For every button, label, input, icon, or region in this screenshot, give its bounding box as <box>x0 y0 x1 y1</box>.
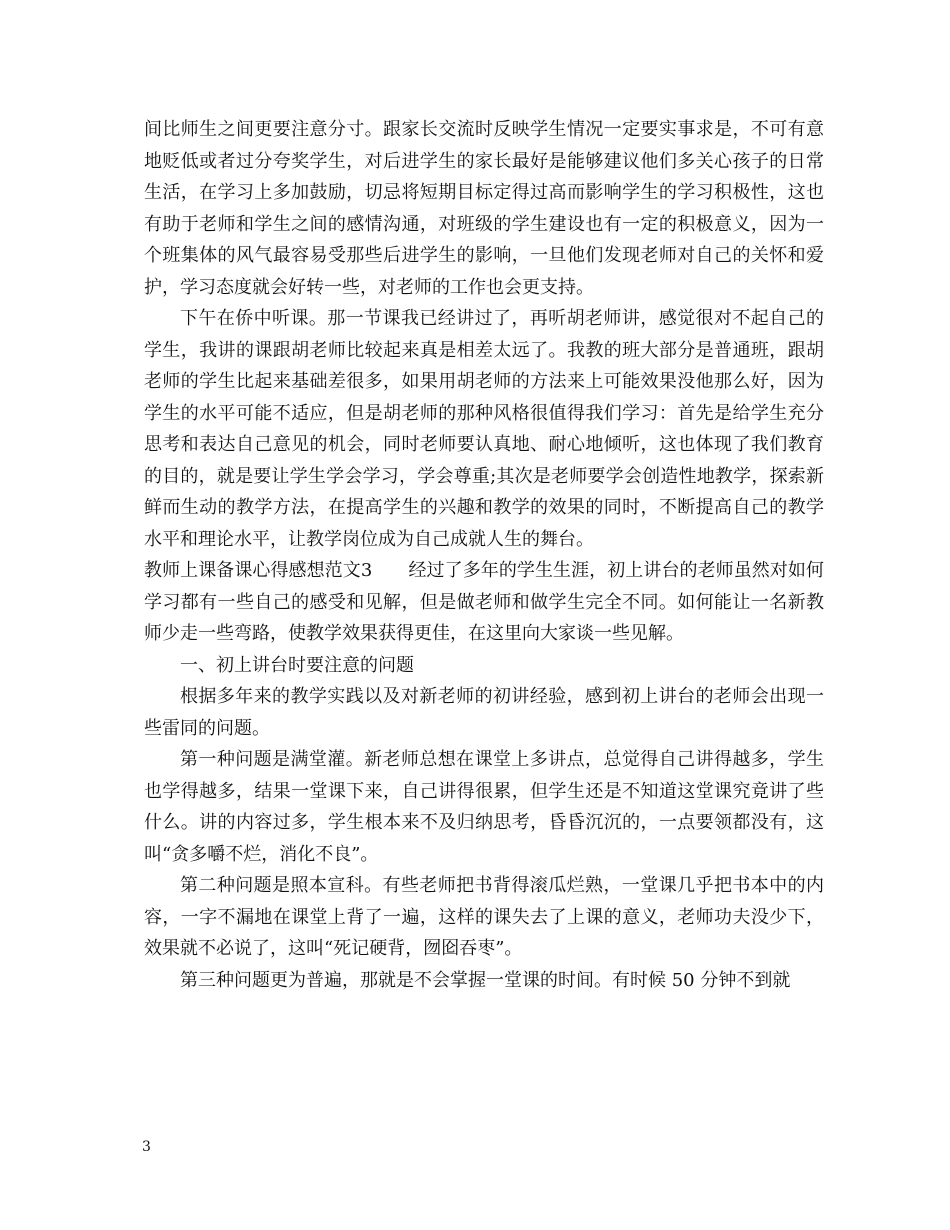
page-number: 3 <box>142 1139 151 1155</box>
paragraph-lecture-observation: 下午在侨中听课。那一节课我已经讲过了，再听胡老师讲，感觉很对不起自己的学生，我讲的课跟胡老师比较起来真是相差太远了。我教的班大部分是普通班，跟胡老师的学生比起来基础差很多，如果用胡老师的方法来上可能效果没他那么好，因为学生的水平可能不适应，但是胡老师的那种风格很值得我们学习：首先是给学生充分思考和表达自己意见的机会，同时老师要认真地、耐心地倾听，这也体现了我们教育的目的，就是要让学生学会学习，学会尊重;其次是老师要学会创造性地教学，探索新鲜而生动的教学方法，在提高学生的兴趣和教学的效果的同时，不断提高自己的教学水平和理论水平，让教学岗位成为自己成就人生的舞台。 <box>144 308 824 550</box>
paragraph-essay-3-intro: 教师上课备课心得感想范文3 经过了多年的学生生涯，初上讲台的老师虽然对如何学习都有一些自己的感受和见解，但是做老师和做学生完全不同。如何能让一名新教师少走一些弯路，使教学效果获得更佳，在这里向大家谈一些见解。 <box>144 560 824 644</box>
document-body <box>144 114 824 996</box>
paragraph-issue-three: 第三种问题更为普遍，那就是不会掌握一堂课的时间。有时候 50 分钟不到就 <box>180 969 791 991</box>
paragraph-continuation: 间比师生之间更要注意分寸。跟家长交流时反映学生情况一定要实事求是，不可有意地贬低或者过分夸奖学生，对后进学生的家长最好是能够建议他们多关心孩子的日常生活，在学习上多加鼓励，切忌将短期目标定得过高而影响学生的学习积极性，这也有助于老师和学生之间的感情沟通，对班级的学生建设也有一定的积极意义，因为一个班集体的风气最容易受那些后进学生的影响，一旦他们发现老师对自己的关怀和爱护，学习态度就会好转一些，对老师的工作也会更支持。 <box>144 119 824 298</box>
paragraph-issue-one: 第一种问题是满堂灌。新老师总想在课堂上多讲点，总觉得自己讲得越多，学生也学得越多，结果一堂课下来，自己讲得很累，但学生还是不知道这堂课究竟讲了些什么。讲的内容过多，学生根本来不及归纳思考，昏昏沉沉的，一点要领都没有，这叫“贪多嚼不烂，消化不良”。 <box>144 749 824 865</box>
paragraph-experience: 根据多年来的教学实践以及对新老师的初讲经验，感到初上讲台的老师会出现一些雷同的问题。 <box>144 686 824 739</box>
section-heading-first-lecture-issues: 一、初上讲台时要注意的问题 <box>180 654 414 676</box>
paragraph-issue-two: 第二种问题是照本宣科。有些老师把书背得滚瓜烂熟，一堂课几乎把书本中的内容，一字不漏地在课堂上背了一遍，这样的课失去了上课的意义，老师功夫没少下，效果就不必说了，这叫“死记硬背，囫囵吞枣”。 <box>144 875 824 959</box>
